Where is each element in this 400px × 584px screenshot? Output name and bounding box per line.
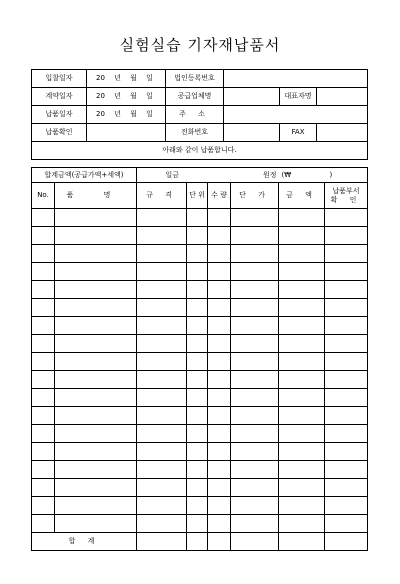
item-cell[interactable]: [32, 281, 55, 299]
total-cell[interactable]: [279, 533, 325, 551]
total-cell[interactable]: [137, 533, 187, 551]
item-cell[interactable]: [279, 497, 325, 515]
col-spec-header: 규 격: [137, 183, 187, 209]
item-cell[interactable]: [279, 317, 325, 335]
item-cell[interactable]: [208, 335, 231, 353]
item-cell[interactable]: [55, 407, 137, 425]
item-cell[interactable]: [32, 299, 55, 317]
item-cell[interactable]: [137, 353, 187, 371]
item-cell[interactable]: [32, 245, 55, 263]
item-cell[interactable]: [279, 281, 325, 299]
item-cell[interactable]: [208, 227, 231, 245]
document-title: 실험실습 기자재납품서: [119, 36, 281, 54]
item-row: [32, 299, 368, 317]
item-cell[interactable]: [32, 515, 55, 533]
item-cell[interactable]: [208, 461, 231, 479]
item-cell[interactable]: [55, 281, 137, 299]
address-label: 주 소: [166, 106, 224, 124]
item-row: [32, 245, 368, 263]
item-cell[interactable]: [137, 281, 187, 299]
item-cell[interactable]: [231, 353, 279, 371]
corp-reg-no-label: 법인등록번호: [166, 70, 224, 88]
col-confirm-header: [325, 183, 368, 209]
bid-date-value[interactable]: 20 년 월 일: [87, 70, 166, 88]
item-cell[interactable]: [325, 515, 368, 533]
item-cell[interactable]: [279, 371, 325, 389]
item-cell[interactable]: [137, 335, 187, 353]
item-cell[interactable]: [325, 209, 368, 227]
item-cell[interactable]: [55, 389, 137, 407]
info-row-delivery-check: [32, 124, 368, 142]
item-cell[interactable]: [55, 263, 137, 281]
item-cell[interactable]: [279, 389, 325, 407]
item-cell[interactable]: [55, 245, 137, 263]
summary-won: 원정: [208, 168, 279, 183]
item-cell[interactable]: [231, 263, 279, 281]
item-cell[interactable]: [55, 443, 137, 461]
item-cell[interactable]: [208, 317, 231, 335]
item-row: [32, 227, 368, 245]
item-cell[interactable]: [325, 227, 368, 245]
item-cell[interactable]: [55, 335, 137, 353]
item-cell[interactable]: [187, 479, 208, 497]
summary-label: 합계금액(공급가액+세액): [32, 168, 137, 183]
item-cell[interactable]: [187, 353, 208, 371]
item-cell[interactable]: [55, 209, 137, 227]
item-cell[interactable]: [208, 425, 231, 443]
item-cell[interactable]: [187, 497, 208, 515]
item-cell[interactable]: [137, 479, 187, 497]
item-cell[interactable]: [325, 353, 368, 371]
item-cell[interactable]: [137, 263, 187, 281]
item-cell[interactable]: [231, 389, 279, 407]
item-row: [32, 317, 368, 335]
summary-paren-close: ): [325, 168, 368, 183]
total-label: 합 계: [32, 533, 137, 551]
total-cell[interactable]: [187, 533, 208, 551]
item-cell[interactable]: [187, 335, 208, 353]
item-cell[interactable]: [32, 227, 55, 245]
col-amount-header: 금 액: [279, 183, 325, 209]
supplier-name-field[interactable]: [224, 88, 280, 106]
item-cell[interactable]: [187, 389, 208, 407]
item-row: [32, 389, 368, 407]
item-cell[interactable]: [32, 335, 55, 353]
item-cell[interactable]: [55, 353, 137, 371]
item-cell[interactable]: [231, 425, 279, 443]
item-cell[interactable]: [231, 461, 279, 479]
item-cell[interactable]: [187, 461, 208, 479]
item-cell[interactable]: [187, 299, 208, 317]
delivery-check-label: 납품확인: [32, 124, 87, 142]
col-confirm-line1: 납품부서: [332, 187, 360, 196]
item-cell[interactable]: [187, 515, 208, 533]
item-cell[interactable]: [137, 461, 187, 479]
item-cell[interactable]: [208, 443, 231, 461]
item-cell[interactable]: [231, 245, 279, 263]
address-field[interactable]: [224, 106, 368, 124]
delivery-notice: 아래와 같이 납품합니다.: [32, 142, 368, 160]
item-cell[interactable]: [137, 443, 187, 461]
item-cell[interactable]: [187, 245, 208, 263]
item-cell[interactable]: [325, 389, 368, 407]
item-cell[interactable]: [279, 353, 325, 371]
total-cell[interactable]: [208, 533, 231, 551]
item-cell[interactable]: [325, 497, 368, 515]
item-cell[interactable]: [187, 209, 208, 227]
item-row: [32, 209, 368, 227]
item-cell[interactable]: [279, 479, 325, 497]
item-cell[interactable]: [279, 425, 325, 443]
item-cell[interactable]: [55, 317, 137, 335]
item-row: [32, 461, 368, 479]
item-cell[interactable]: [231, 479, 279, 497]
delivery-check-field[interactable]: [87, 124, 166, 142]
item-cell[interactable]: [279, 299, 325, 317]
items-table: [31, 167, 368, 551]
item-cell[interactable]: [55, 461, 137, 479]
item-row: [32, 515, 368, 533]
item-cell[interactable]: [208, 353, 231, 371]
item-cell[interactable]: [231, 515, 279, 533]
item-cell[interactable]: [279, 245, 325, 263]
item-cell[interactable]: [231, 371, 279, 389]
item-row: [32, 443, 368, 461]
total-cell[interactable]: [325, 533, 368, 551]
item-cell[interactable]: [325, 263, 368, 281]
item-cell[interactable]: [55, 371, 137, 389]
item-cell[interactable]: [208, 371, 231, 389]
supplier-name-label: 공급업체명: [166, 88, 224, 106]
item-cell[interactable]: [325, 425, 368, 443]
item-cell[interactable]: [325, 281, 368, 299]
item-cell[interactable]: [231, 317, 279, 335]
fax-field[interactable]: [317, 124, 368, 142]
col-qty-header: 수 량: [208, 183, 231, 209]
item-cell[interactable]: [55, 515, 137, 533]
delivery-date-value[interactable]: 20 년 월 일: [87, 106, 166, 124]
item-cell[interactable]: [55, 227, 137, 245]
item-cell[interactable]: [208, 245, 231, 263]
item-row: [32, 281, 368, 299]
contract-date-value[interactable]: 20 년 월 일: [87, 88, 166, 106]
item-cell[interactable]: [137, 245, 187, 263]
item-cell[interactable]: [279, 263, 325, 281]
item-cell[interactable]: [32, 425, 55, 443]
item-row: [32, 353, 368, 371]
item-cell[interactable]: [32, 209, 55, 227]
ceo-name-label: 대표자명: [280, 88, 317, 106]
item-cell[interactable]: [279, 515, 325, 533]
summary-row: [32, 168, 368, 183]
item-cell[interactable]: [231, 209, 279, 227]
item-cell[interactable]: [137, 371, 187, 389]
item-cell[interactable]: [187, 263, 208, 281]
item-cell[interactable]: [325, 299, 368, 317]
item-cell[interactable]: [231, 299, 279, 317]
fax-label: FAX: [280, 124, 317, 142]
item-row: [32, 335, 368, 353]
item-cell[interactable]: [137, 317, 187, 335]
item-cell[interactable]: [279, 443, 325, 461]
item-cell[interactable]: [137, 389, 187, 407]
item-cell[interactable]: [325, 335, 368, 353]
item-cell[interactable]: [187, 317, 208, 335]
item-cell[interactable]: [279, 461, 325, 479]
phone-field[interactable]: [224, 124, 280, 142]
col-unit-header: 단 위: [187, 183, 208, 209]
item-cell[interactable]: [325, 317, 368, 335]
col-name-header: 품 명: [55, 183, 137, 209]
item-cell[interactable]: [279, 407, 325, 425]
item-row: [32, 425, 368, 443]
item-cell[interactable]: [208, 389, 231, 407]
info-row-delivery-date: [32, 106, 368, 124]
item-cell[interactable]: [279, 335, 325, 353]
item-cell[interactable]: [32, 263, 55, 281]
item-cell[interactable]: [208, 515, 231, 533]
item-cell[interactable]: [208, 209, 231, 227]
item-cell[interactable]: [231, 497, 279, 515]
item-cell[interactable]: [32, 389, 55, 407]
item-cell[interactable]: [137, 425, 187, 443]
item-cell[interactable]: [137, 497, 187, 515]
item-row: [32, 497, 368, 515]
item-cell[interactable]: [55, 479, 137, 497]
item-cell[interactable]: [231, 407, 279, 425]
item-cell[interactable]: [32, 371, 55, 389]
info-row-bid-date: [32, 70, 368, 88]
item-cell[interactable]: [32, 497, 55, 515]
bid-date-label: 입찰일자: [32, 70, 87, 88]
total-row: [32, 533, 368, 551]
item-cell[interactable]: [55, 425, 137, 443]
item-cell[interactable]: [208, 479, 231, 497]
item-row: [32, 371, 368, 389]
total-cell[interactable]: [231, 533, 279, 551]
item-cell[interactable]: [137, 407, 187, 425]
phone-label: 전화번호: [166, 124, 224, 142]
corp-reg-no-field[interactable]: [224, 70, 368, 88]
item-cell[interactable]: [231, 227, 279, 245]
delivery-info-table: [31, 69, 368, 160]
item-cell[interactable]: [137, 227, 187, 245]
item-cell[interactable]: [208, 263, 231, 281]
item-cell[interactable]: [187, 227, 208, 245]
item-cell[interactable]: [325, 461, 368, 479]
item-cell[interactable]: [325, 443, 368, 461]
item-cell[interactable]: [32, 317, 55, 335]
item-cell[interactable]: [187, 281, 208, 299]
item-cell[interactable]: [32, 461, 55, 479]
item-cell[interactable]: [187, 407, 208, 425]
item-cell[interactable]: [231, 335, 279, 353]
item-cell[interactable]: [187, 443, 208, 461]
item-cell[interactable]: [279, 227, 325, 245]
item-rows: [32, 209, 368, 533]
item-cell[interactable]: [32, 479, 55, 497]
info-row-notice: [32, 142, 368, 160]
item-cell[interactable]: [137, 515, 187, 533]
items-header-row: [32, 183, 368, 209]
col-confirm-line2: 확 인: [330, 195, 362, 204]
item-cell[interactable]: [137, 299, 187, 317]
item-cell[interactable]: [208, 299, 231, 317]
item-row: [32, 479, 368, 497]
item-cell[interactable]: [231, 281, 279, 299]
item-cell[interactable]: [208, 407, 231, 425]
col-price-header: 단 가: [231, 183, 279, 209]
info-row-contract-date: [32, 88, 368, 106]
item-row: [32, 263, 368, 281]
delivery-date-label: 납품일자: [32, 106, 87, 124]
contract-date-label: 계약일자: [32, 88, 87, 106]
item-cell[interactable]: [325, 407, 368, 425]
item-cell[interactable]: [137, 209, 187, 227]
item-cell[interactable]: [325, 479, 368, 497]
item-cell[interactable]: [187, 425, 208, 443]
item-cell[interactable]: [187, 371, 208, 389]
col-no-header: No.: [32, 183, 55, 209]
item-cell[interactable]: [208, 497, 231, 515]
item-cell[interactable]: [279, 209, 325, 227]
item-cell[interactable]: [32, 407, 55, 425]
item-cell[interactable]: [32, 353, 55, 371]
item-cell[interactable]: [231, 443, 279, 461]
item-cell[interactable]: [55, 299, 137, 317]
item-row: [32, 407, 368, 425]
item-cell[interactable]: [208, 281, 231, 299]
item-cell[interactable]: [55, 497, 137, 515]
summary-paren-open: (₩: [279, 168, 325, 183]
item-cell[interactable]: [325, 245, 368, 263]
item-cell[interactable]: [325, 371, 368, 389]
ceo-name-field[interactable]: [317, 88, 368, 106]
summary-il: 일금: [137, 168, 208, 183]
item-cell[interactable]: [32, 443, 55, 461]
